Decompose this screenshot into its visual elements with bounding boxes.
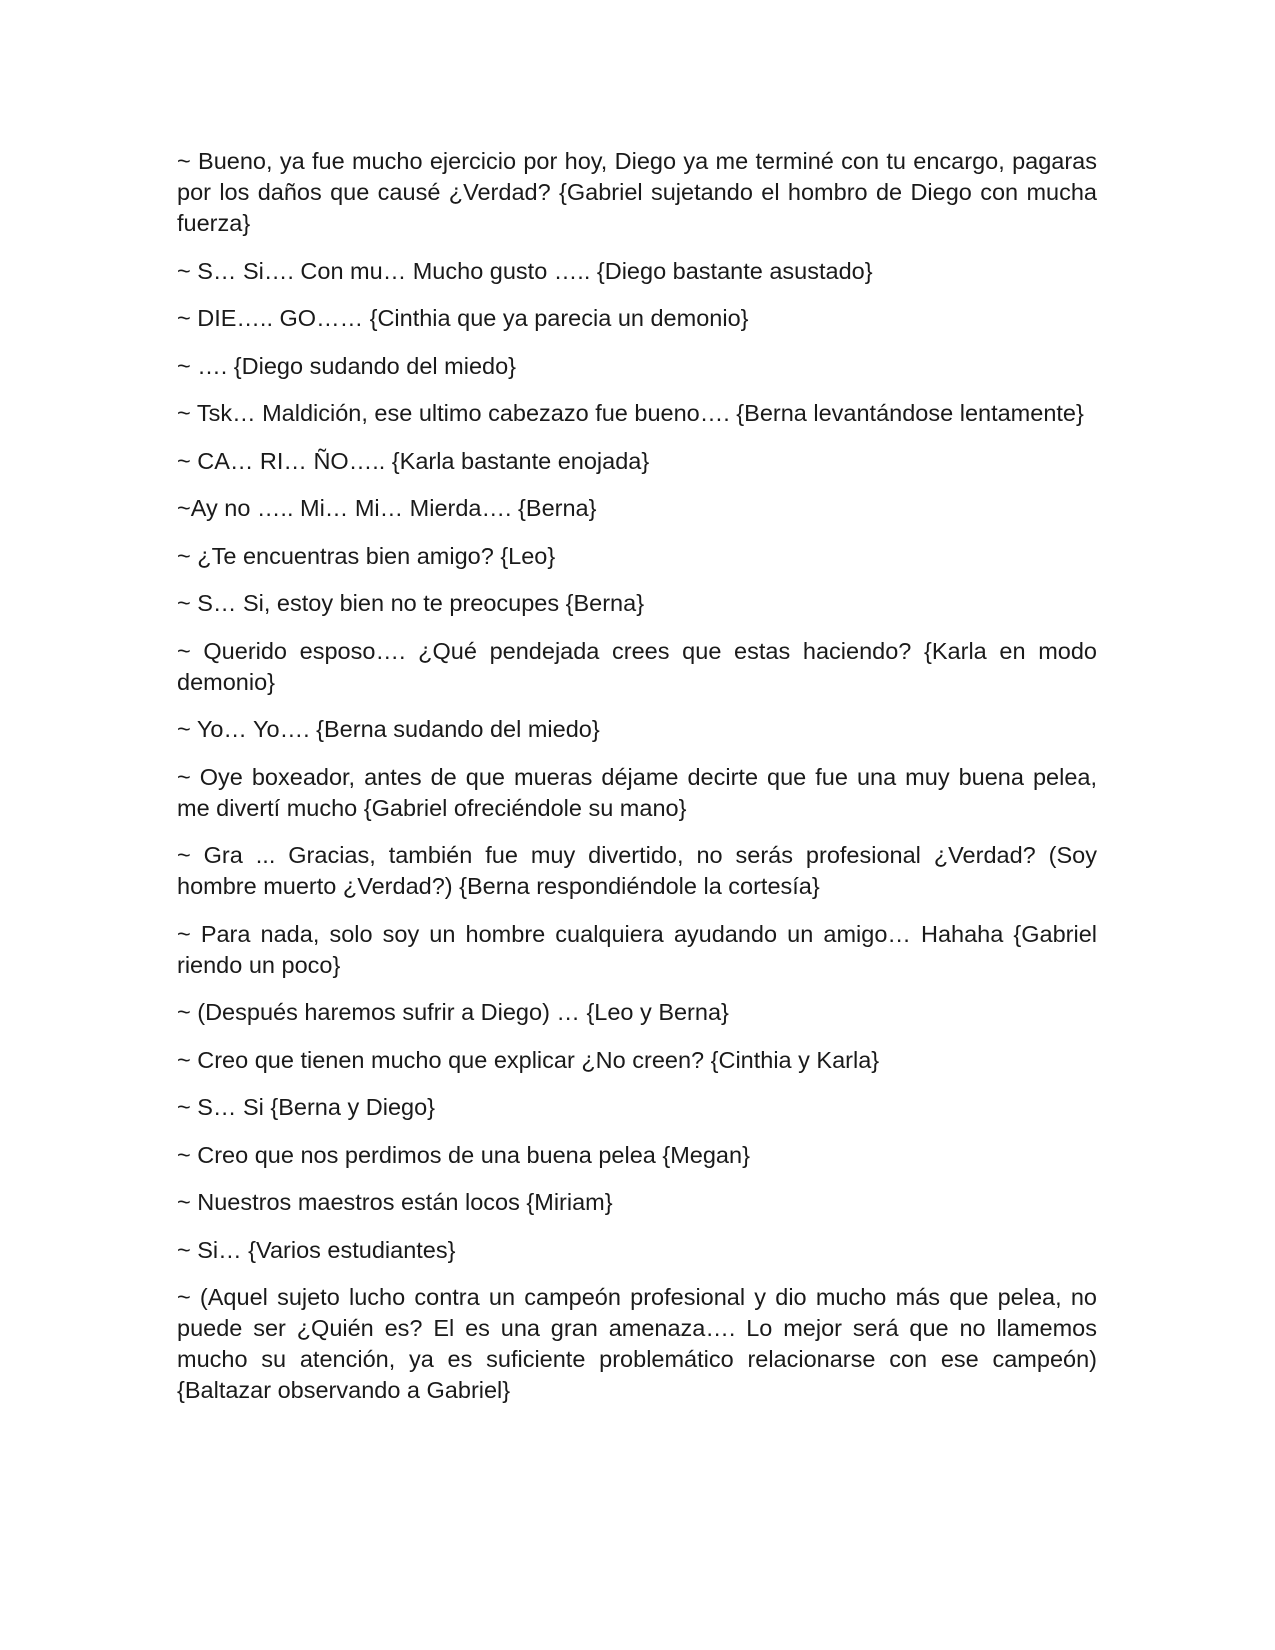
paragraph: ~ …. {Diego sudando del miedo} [177, 352, 517, 379]
paragraph: ~ DIE….. GO…… {Cinthia que ya parecia un demonio} [177, 305, 749, 331]
paragraph: ~ ¿Te encuentras bien amigo? {Leo} [177, 542, 556, 569]
paragraph: ~ S… Si, estoy bien no te preocupes {Berna} [177, 590, 645, 616]
paragraph: ~ Tsk… Maldición, ese ultimo cabezazo fue bueno…. {Berna levantándose lentamente} [177, 400, 1084, 426]
paragraph: ~ Nuestros maestros están locos {Miriam} [177, 1189, 613, 1215]
paragraph: ~ Creo que tienen mucho que explicar ¿No creen? {Cinthia y Karla} [177, 1046, 880, 1073]
paragraph: ~ S… Si…. Con mu… Mucho gusto ….. {Diego bastante asustado} [177, 257, 873, 284]
paragraph: ~ CA… RI… ÑO….. {Karla bastante enojada} [177, 447, 650, 474]
dialogue-text-block [177, 146, 1097, 1423]
paragraph: ~Ay no ….. Mi… Mi… Mierda…. {Berna} [177, 495, 597, 521]
paragraph: ~ Si… {Varios estudiantes} [177, 1236, 456, 1263]
paragraph: ~ (Después haremos sufrir a Diego) … {Leo y Berna} [177, 999, 729, 1025]
paragraph: ~ Yo… Yo…. {Berna sudando del miedo} [177, 716, 600, 742]
paragraph: ~ Oye boxeador, antes de que mueras déjame decirte que fue una muy buena pelea, me divertí mucho {Gabriel ofreciéndole su mano} [177, 763, 1097, 821]
paragraph: ~ Creo que nos perdimos de una buena pelea {Megan} [177, 1141, 750, 1168]
paragraph: ~ S… Si {Berna y Diego} [177, 1094, 435, 1120]
paragraph: ~ Gra ... Gracias, también fue muy divertido, no serás profesional ¿Verdad? (Soy hombre muerto ¿Verdad?) {Berna respondiéndole la cortesía} [177, 842, 1097, 899]
paragraph: ~ Bueno, ya fue mucho ejercicio por hoy, Diego ya me terminé con tu encargo, pagaras por los daños que causé ¿Verdad? {Gabriel sujetando el hombro de Diego con mucha fuerza} [177, 148, 1097, 236]
paragraph: ~ (Aquel sujeto lucho contra un campeón profesional y dio mucho más que pelea, no puede ser ¿Quién es? El es una gran amenaza…. Lo mejor será que no llamemos mucho su atención, ya es suficiente problemático relacionarse con ese campeón) {Baltazar observando a Gabriel} [177, 1284, 1097, 1403]
paragraph: ~ Para nada, solo soy un hombre cualquiera ayudando un amigo… Hahaha {Gabriel riendo un poco} [177, 920, 1097, 978]
paragraph: ~ Querido esposo…. ¿Qué pendejada crees que estas haciendo? {Karla en modo demonio} [177, 637, 1097, 695]
